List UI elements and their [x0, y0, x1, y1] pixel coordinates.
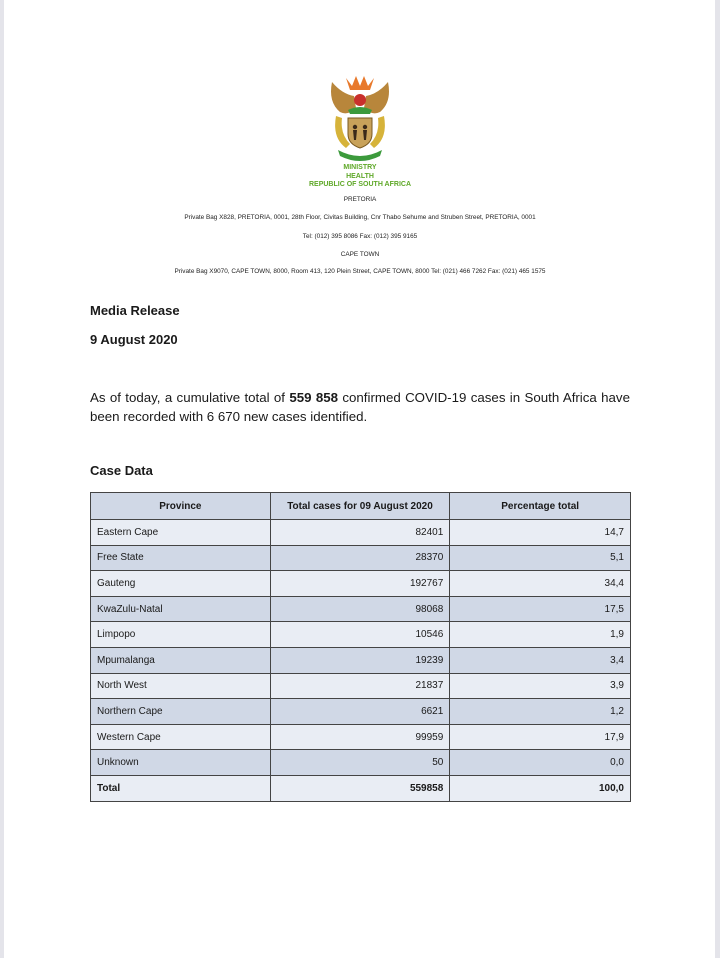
- cases-cell: 6621: [270, 699, 450, 725]
- table-row: [91, 545, 631, 571]
- cases-cell: 21837: [270, 673, 450, 699]
- column-header-total-cases: Total cases for 09 August 2020: [270, 493, 450, 520]
- pretoria-contact: Tel: (012) 395 8086 Fax: (012) 395 9165: [302, 233, 418, 240]
- province-cell: North West: [91, 673, 271, 699]
- release-paragraph: [90, 388, 630, 426]
- total-percentage-cell: 100,0: [450, 775, 631, 801]
- province-cell: KwaZulu-Natal: [91, 596, 271, 622]
- pretoria-label: PRETORIA: [343, 196, 377, 203]
- percentage-cell: 1,9: [450, 622, 631, 648]
- cases-cell: 10546: [270, 622, 450, 648]
- para-text: As of today, a cumulative total of: [90, 390, 290, 405]
- ministry-line: HEALTH: [346, 172, 374, 180]
- cases-cell: 82401: [270, 520, 450, 546]
- case-data-table: [90, 492, 631, 802]
- table-row: [91, 622, 631, 648]
- percentage-cell: 17,9: [450, 724, 631, 750]
- table-row: [91, 699, 631, 725]
- pretoria-address: Private Bag X828, PRETORIA, 0001, 28th Floor, Civitas Building, Cnr Thabo Sehume and Struben Street, PRETORIA, 0001: [184, 214, 536, 221]
- cases-cell: 50: [270, 750, 450, 776]
- province-cell: Free State: [91, 545, 271, 571]
- table-row: [91, 571, 631, 597]
- cases-cell: 98068: [270, 596, 450, 622]
- province-cell: Gauteng: [91, 571, 271, 597]
- province-cell: Limpopo: [91, 622, 271, 648]
- release-date: 9 August 2020: [90, 332, 178, 347]
- percentage-cell: 0,0: [450, 750, 631, 776]
- ministry-line: REPUBLIC OF SOUTH AFRICA: [308, 181, 412, 188]
- south-africa-coat-of-arms-icon: [326, 72, 394, 162]
- table-header-row: [91, 493, 631, 520]
- table-row: [91, 724, 631, 750]
- para-text: confirmed COVID-19 cases in South Africa have been recorded with 6 670 new cases identified.: [90, 390, 630, 424]
- table-row: [91, 750, 631, 776]
- capetown-address: Private Bag X9070, CAPE TOWN, 8000, Room 413, 120 Plein Street, CAPE TOWN, 8000 Tel: (021) 466 7262 Fax: (021) 465 1575: [174, 268, 546, 275]
- province-cell: Unknown: [91, 750, 271, 776]
- capetown-label: CAPE TOWN: [340, 251, 380, 258]
- case-data-heading: Case Data: [90, 463, 153, 478]
- column-header-province: Province: [91, 493, 271, 520]
- province-cell: Mpumalanga: [91, 647, 271, 673]
- province-cell: Eastern Cape: [91, 520, 271, 546]
- cases-cell: 19239: [270, 647, 450, 673]
- percentage-cell: 1,2: [450, 699, 631, 725]
- ministry-name: [0, 164, 720, 190]
- ministry-line: MINISTRY: [343, 164, 377, 171]
- column-header-percentage: Percentage total: [450, 493, 631, 520]
- percentage-cell: 3,4: [450, 647, 631, 673]
- percentage-cell: 34,4: [450, 571, 631, 597]
- percentage-cell: 14,7: [450, 520, 631, 546]
- cumulative-total: 559 858: [289, 390, 339, 405]
- cases-cell: 28370: [270, 545, 450, 571]
- province-cell: Northern Cape: [91, 699, 271, 725]
- cases-cell: 192767: [270, 571, 450, 597]
- percentage-cell: 17,5: [450, 596, 631, 622]
- table-total-row: [91, 775, 631, 801]
- table-row: [91, 673, 631, 699]
- table-row: [91, 596, 631, 622]
- table-row: [91, 520, 631, 546]
- cases-cell: 99959: [270, 724, 450, 750]
- total-cases-cell: 559858: [270, 775, 450, 801]
- percentage-cell: 5,1: [450, 545, 631, 571]
- province-cell: Western Cape: [91, 724, 271, 750]
- percentage-cell: 3,9: [450, 673, 631, 699]
- total-label-cell: Total: [91, 775, 271, 801]
- release-title: Media Release: [90, 303, 180, 318]
- table-row: [91, 647, 631, 673]
